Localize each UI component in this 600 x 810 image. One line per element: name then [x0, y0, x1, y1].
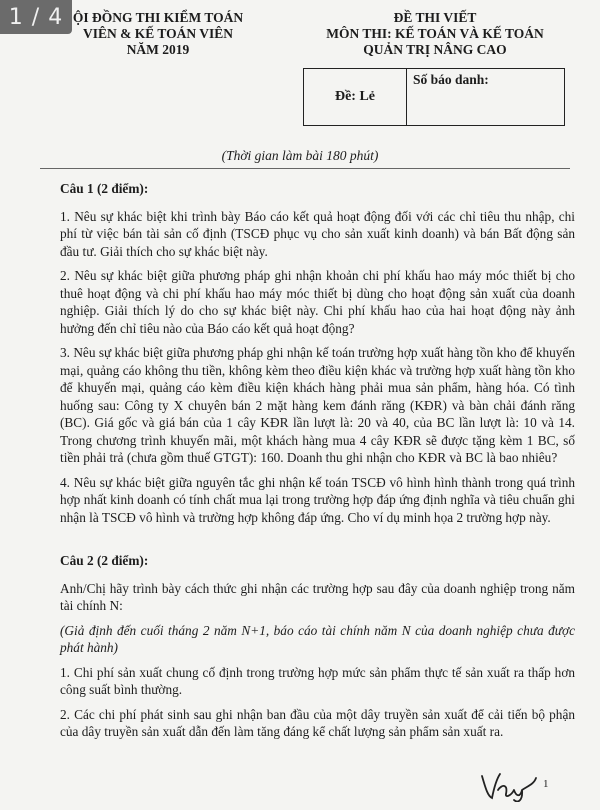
exam-type: ĐỀ THI VIẾT	[393, 10, 477, 25]
page-number: 1	[543, 778, 549, 790]
question-title: Câu 2 (2 điểm):	[60, 553, 149, 568]
org-line: VIÊN & KẾ TOÁN VIÊN	[82, 26, 234, 41]
exam-code: Đề: Lẻ	[304, 69, 407, 125]
question-item: 1. Chi phí sản xuất chung cố định trong trường hợp mức sản phẩm thực tế sản xuất ra thấp hơn công suất bình thường.	[60, 664, 575, 697]
question-item: 3. Nêu sự khác biệt giữa phương pháp ghi nhận kế toán trường hợp xuất hàng tồn kho để khuyến mại, quảng cáo không thu tiền, không kèm theo điều kiện khác và trường hợp xuất hàng tồn kho để khuyến mại, quảng cáo kèm điều kiện khách hàng phải mua sản phẩm, hàng hóa. Có tình huống sau: Công ty X chuyên bán 2 mặt hàng kem đánh răng (KĐR) và bàn chải đánh răng (BC). Giá gốc và giá bán của 1 cây KĐR lần lượt là: 20 và 40, của BC lần lượt là: 10 và 14. Trong chương trình khuyến mãi, một khách hàng mua 4 cây KĐR sẽ được tặng kèm 1 BC, số tiền phải trả (chưa gồm thuế GTGT): 160. Doanh thu ghi nhận cho KĐR và BC là bao nhiêu?	[60, 345, 575, 465]
exam-info-box	[303, 68, 565, 126]
question-1	[60, 180, 575, 526]
question-item: 2. Nêu sự khác biệt giữa phương pháp ghi nhận khoản chi phí khấu hao máy móc thiết bị cho thuê hoạt động và chi phí khấu hao máy móc thiết bị dùng cho hoạt động sản xuất của doanh nghiệp. Giải thích lý do cho sự khác biệt này. Chi phí khấu hao của hai hoạt động này ảnh hưởng đến chỉ tiêu nào của Báo cáo kết quả hoạt động?	[60, 268, 575, 336]
exam-header	[305, 10, 565, 58]
organization-header	[58, 10, 258, 58]
question-title: Câu 1 (2 điểm):	[60, 181, 149, 196]
org-line: ỘI ĐỒNG THI KIỂM TOÁN	[72, 10, 244, 25]
question-item: 4. Nêu sự khác biệt giữa nguyên tắc ghi nhận kế toán TSCĐ vô hình hình thành trong quá trình hợp nhất kinh doanh có tính chất mua lại trong trường hợp đáp ứng định nghĩa và tiêu chuẩn ghi nhận là TSCĐ vô hình và trường hợp không đáp ứng. Cho ví dụ minh họa 2 trường hợp này.	[60, 474, 575, 525]
time-note: (Thời gian làm bài 180 phút)	[221, 148, 379, 163]
exam-subject-cont: QUẢN TRỊ NÂNG CAO	[363, 42, 507, 57]
question-intro: Anh/Chị hãy trình bày cách thức ghi nhận các trường hợp sau đây của doanh nghiệp trong năm tài chính N:	[60, 580, 575, 613]
question-2	[60, 552, 575, 741]
org-line: NĂM 2019	[126, 42, 190, 57]
question-item: 1. Nêu sự khác biệt khi trình bày Báo cáo kết quả hoạt động đối với các chỉ tiêu thu nhập, chi phí từ việc bán tài sản cố định (TSCĐ phục vụ cho sản xuất kinh doanh) và bán Bất động sản đầu tư. Giải thích cho sự khác biệt này.	[60, 208, 575, 259]
page-counter: 1 / 4	[0, 0, 72, 34]
signature	[478, 770, 538, 802]
divider	[40, 168, 570, 169]
candidate-number-label: Số báo danh:	[413, 72, 489, 87]
exam-subject: MÔN THI: KẾ TOÁN VÀ KẾ TOÁN	[326, 26, 544, 41]
question-assumption: (Giả định đến cuối tháng 2 năm N+1, báo cáo tài chính năm N của doanh nghiệp chưa được phát hành)	[60, 622, 575, 655]
exam-content	[60, 180, 575, 748]
question-item: 2. Các chi phí phát sinh sau ghi nhận ban đầu của một dây truyền sản xuất để cải tiến bộ phận của dây truyền sản xuất dẫn đến làm tăng đáng kể chất lượng sản phẩm sản xuất ra.	[60, 706, 575, 739]
